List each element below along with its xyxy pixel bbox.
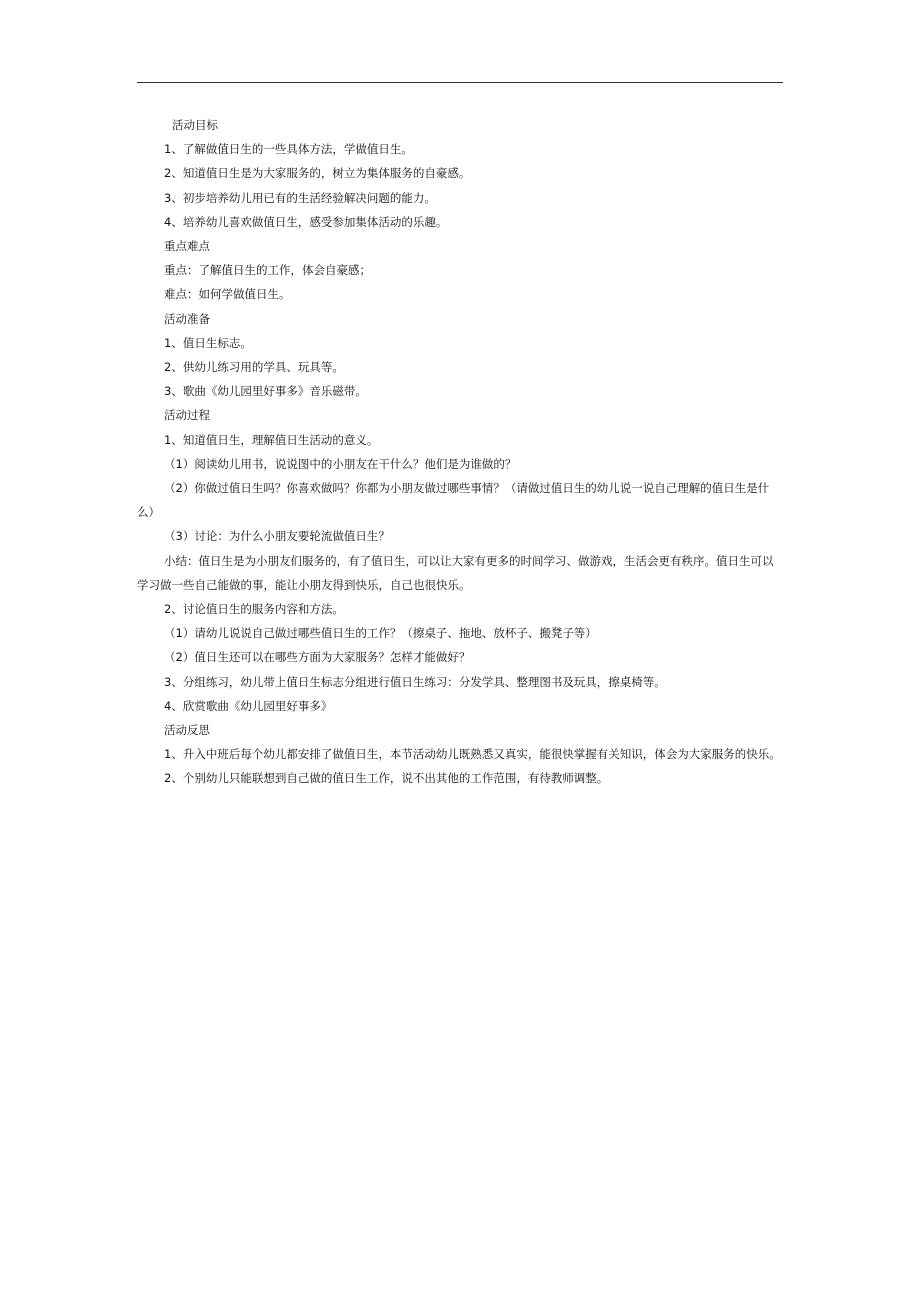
paragraph: （1）阅读幼儿用书，说说图中的小朋友在干什么？他们是为谁做的？ [164,456,517,471]
paragraph: 1、了解做值日生的一些具体方法，学做值日生。 [164,142,413,157]
paragraph: （1）请幼儿说说自己做过哪些值日生的工作？（擦桌子、拖地、放杯子、搬凳子等） [164,626,597,641]
section-heading-process: 活动过程 [164,408,210,423]
paragraph: 1、知道值日生，理解值日生活动的意义。 [164,432,379,447]
section-heading-key-points: 重点难点 [164,239,210,254]
paragraph: 2、个别幼儿只能联想到自己做的值日生工作，说不出其他的工作范围，有待教师调整。 [164,771,609,786]
paragraph: 1、值日生标志。 [164,335,252,350]
paragraph: 2、讨论值日生的服务内容和方法。 [164,602,344,617]
paragraph: 4、培养幼儿喜欢做值日生，感受参加集体活动的乐趣。 [164,214,448,229]
paragraph: 3、初步培养幼儿用已有的生活经验解决问题的能力。 [164,190,436,205]
header-rule [137,82,783,83]
paragraph: （3）讨论：为什么小朋友要轮流做值日生？ [164,529,390,544]
paragraph: 4、欣赏歌曲《幼儿园里好事多》 [164,698,333,713]
paragraph: （2）你做过值日生吗？你喜欢做吗？你都为小朋友做过哪些事情？（请做过值日生的幼儿说一说自己理解的值日生是什么） [137,481,770,520]
paragraph: 小结：值日生是为小朋友们服务的，有了值日生，可以让大家有更多的时间学习、做游戏，生活会更有秩序。值日生可以学习做一些自己能做的事，能让小朋友得到快乐，自己也很快乐。 [137,553,774,592]
paragraph: 3、歌曲《幼儿园里好事多》音乐磁带。 [164,384,367,399]
paragraph: 难点：如何学做值日生。 [164,287,291,302]
paragraph: （2）值日生还可以在哪些方面为大家服务？怎样才能做好？ [164,650,471,665]
paragraph: 2、供幼儿练习用的学具、玩具等。 [164,360,344,375]
section-heading-reflection: 活动反思 [164,723,210,738]
document-body [137,113,783,791]
paragraph: 2、知道值日生是为大家服务的，树立为集体服务的自豪感。 [164,166,471,181]
section-heading-preparation: 活动准备 [164,311,210,326]
paragraph: 1、升入中班后每个幼儿都安排了做值日生，本节活动幼儿既熟悉又真实，能很快掌握有关知识，体会为大家服务的快乐。 [164,747,781,762]
paragraph: 重点：了解值日生的工作，体会自豪感； [164,263,371,278]
paragraph: 3、分组练习，幼儿带上值日生标志分组进行值日生练习：分发学具、整理图书及玩具，擦桌椅等。 [164,674,666,689]
section-heading-goals: 活动目标 [172,118,218,132]
